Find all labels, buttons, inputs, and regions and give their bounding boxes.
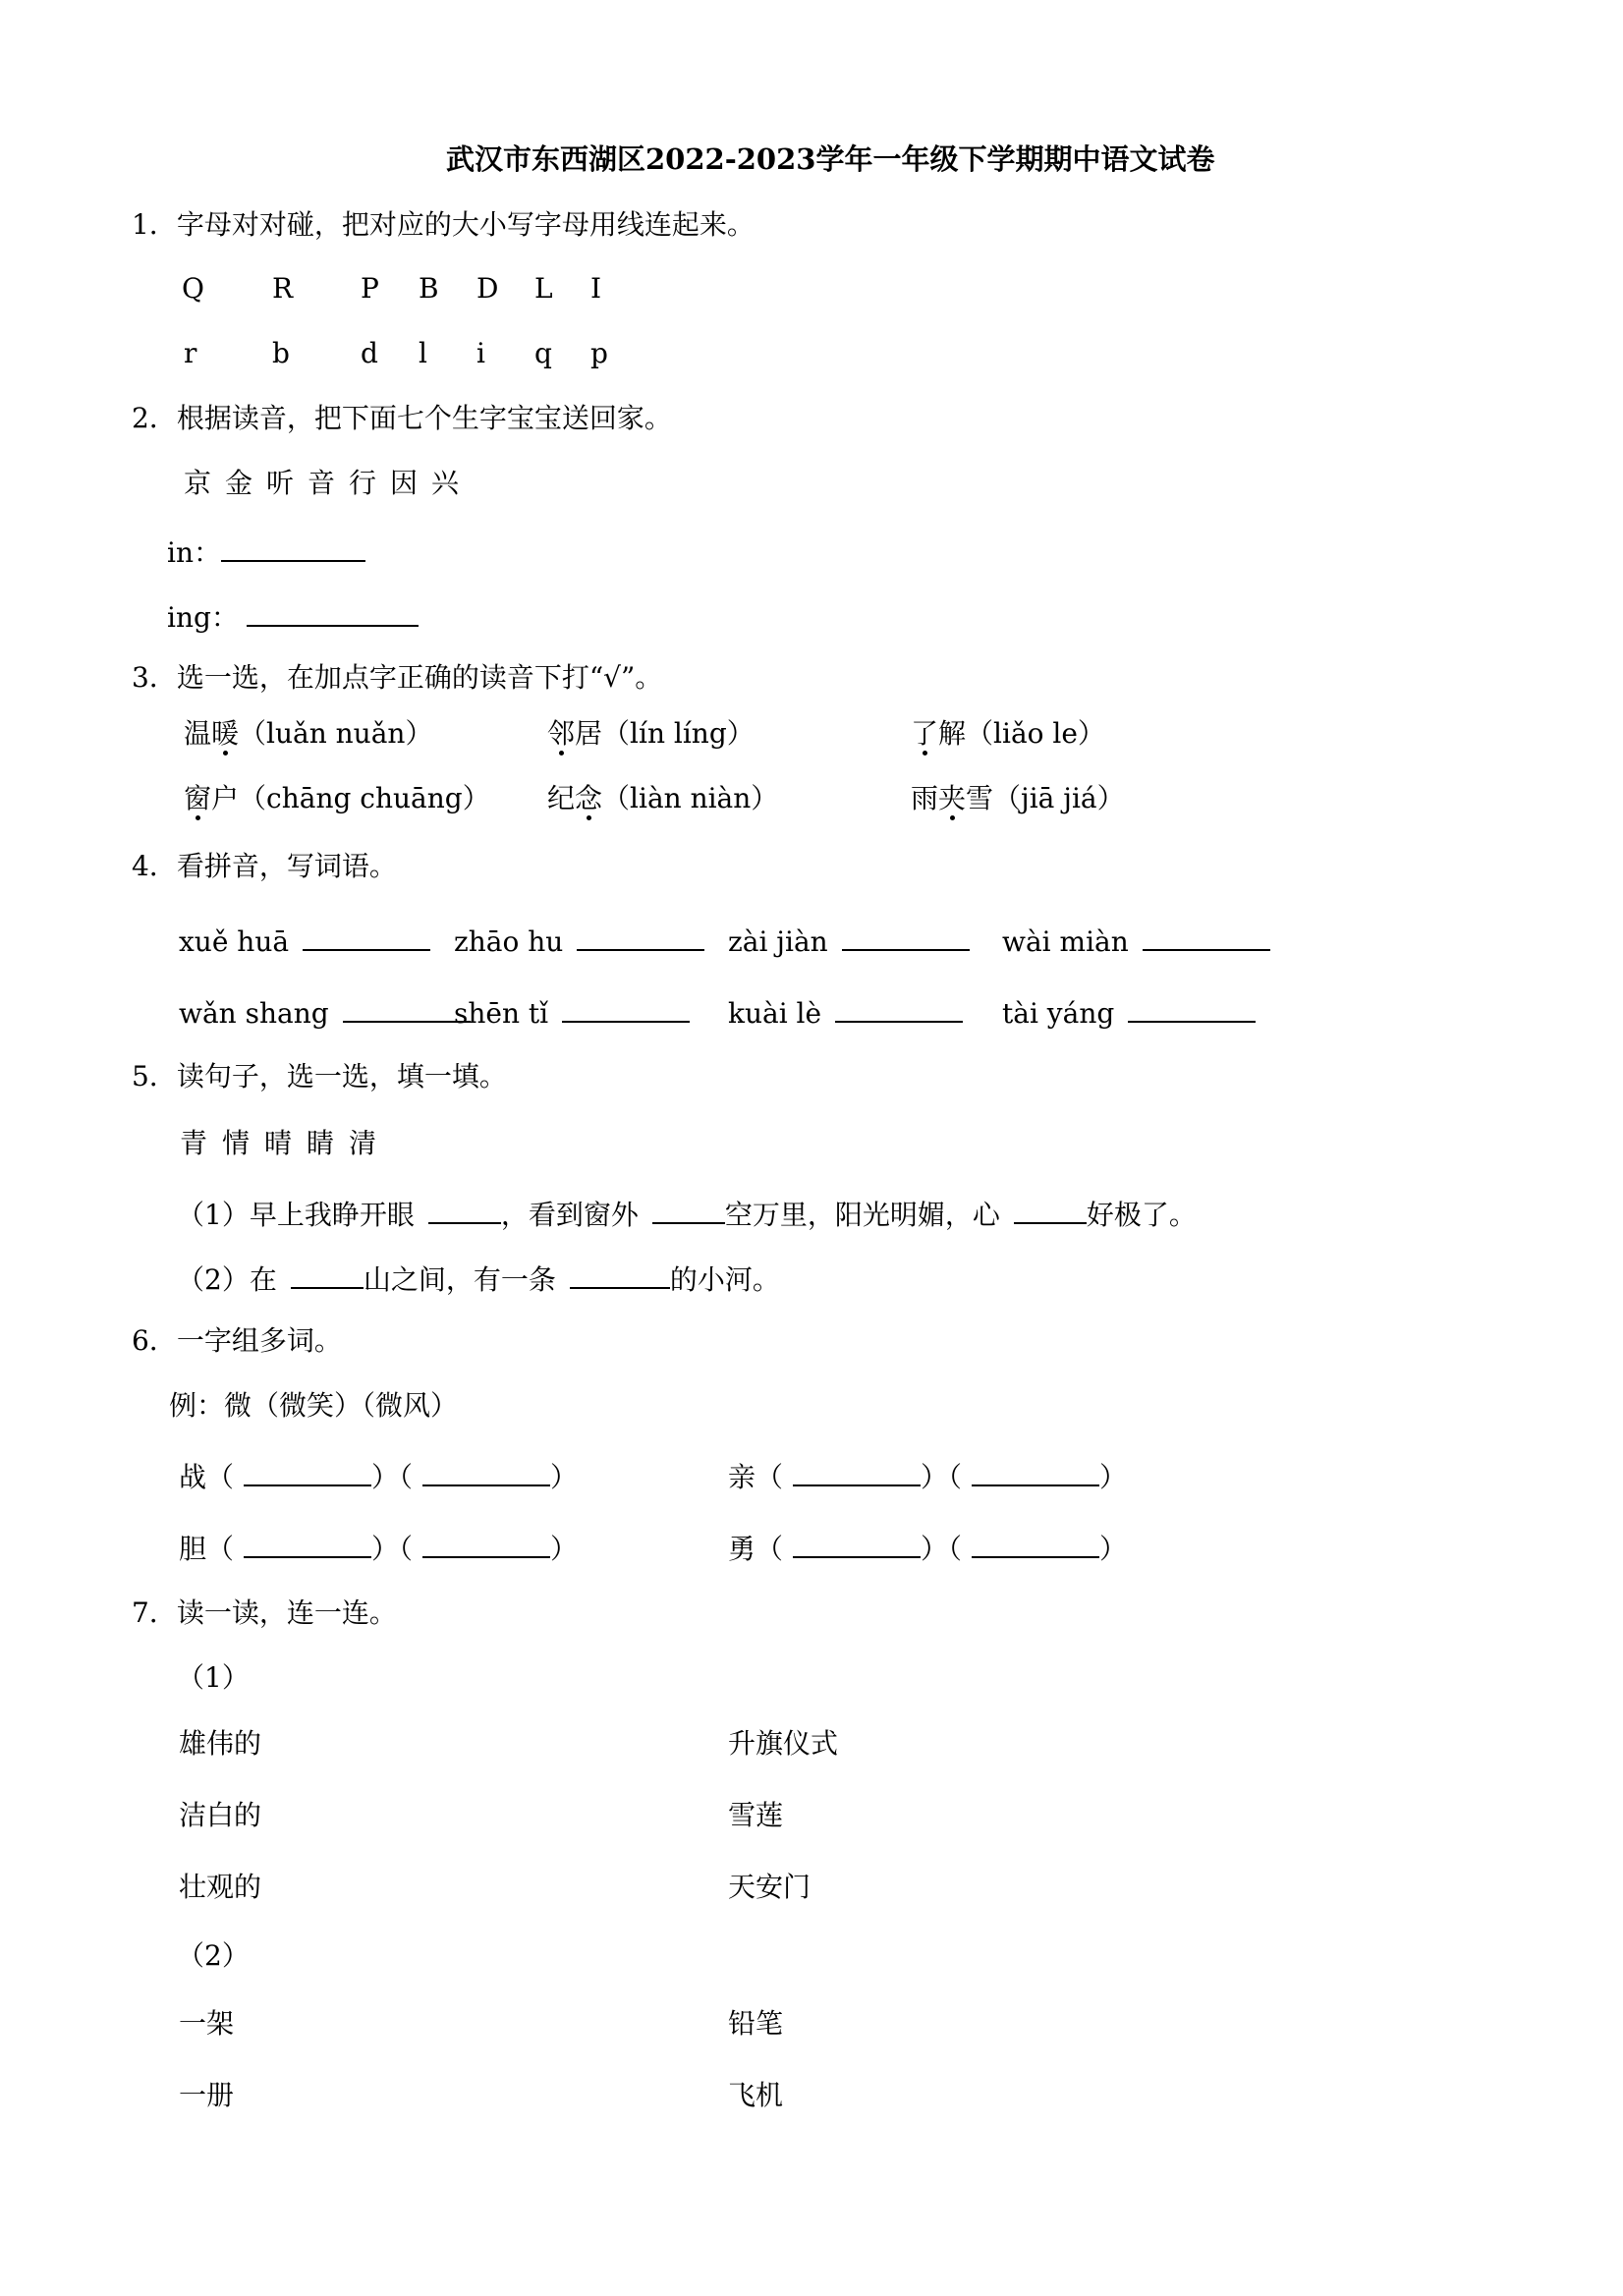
- answer-blank[interactable]: [1143, 924, 1270, 951]
- pinyin-choice-item: [184, 782, 490, 814]
- character: 金: [225, 467, 253, 499]
- match-right-item[interactable]: 天安门: [728, 1871, 812, 1903]
- paren: ）（: [921, 1461, 963, 1493]
- word-group-item: [179, 1531, 578, 1563]
- answer-blank[interactable]: [972, 1459, 1099, 1486]
- answer-blank[interactable]: [1128, 995, 1256, 1023]
- pinyin-word-item: [454, 924, 704, 956]
- pinyin-options: （luǎn nuǎn）: [239, 717, 433, 750]
- character: 清: [349, 1127, 377, 1159]
- answer-blank[interactable]: [793, 1459, 921, 1486]
- match-right-item[interactable]: 雪莲: [728, 1799, 784, 1831]
- character: 兴: [431, 467, 460, 499]
- paren: （: [206, 1461, 235, 1493]
- pinyin-options: （liàn niàn）: [602, 782, 779, 814]
- pinyin: zài jiàn: [728, 925, 828, 958]
- letter-upper: I: [590, 272, 602, 305]
- dotted-character: 暖: [211, 717, 240, 750]
- answer-blank[interactable]: [422, 1531, 550, 1558]
- in-answer-line: [167, 534, 365, 567]
- character: 音: [308, 467, 336, 499]
- paren: ）: [550, 1533, 579, 1565]
- sentence-text: （1）早上我睁开眼: [177, 1199, 415, 1231]
- word-group-item: [728, 1531, 1127, 1563]
- character: 情: [222, 1127, 251, 1159]
- ing-label: ing：: [167, 601, 239, 634]
- sentence-1: [177, 1197, 1197, 1229]
- pinyin: wǎn shang: [179, 997, 329, 1030]
- pinyin-options: （jiā jiá）: [993, 782, 1125, 814]
- pinyin-word-item: [1002, 995, 1256, 1028]
- letter-upper: D: [476, 272, 499, 305]
- match-left-item[interactable]: 一册: [179, 2079, 235, 2111]
- pinyin: shēn tǐ: [454, 997, 549, 1030]
- pinyin-word-item: [179, 995, 471, 1028]
- pinyin-options: （liǎo le）: [966, 717, 1105, 750]
- word-part: 居: [575, 717, 603, 750]
- answer-blank[interactable]: [422, 1459, 550, 1486]
- dotted-character: 邻: [547, 717, 576, 750]
- question-2-stem: 2．根据读音，把下面七个生字宝宝送回家。: [132, 402, 672, 434]
- pinyin-choice-item: [911, 717, 1105, 750]
- paren: ）: [550, 1461, 579, 1493]
- pinyin: tài yáng: [1002, 997, 1115, 1030]
- question-3-stem: 3．选一选，在加点字正确的读音下打“√”。: [132, 661, 663, 694]
- example: 例：微（微笑）（微风）: [169, 1389, 459, 1422]
- letter-lower: b: [272, 337, 290, 369]
- answer-blank[interactable]: [972, 1531, 1099, 1558]
- dotted-character: 夹: [938, 782, 967, 814]
- match-right-item[interactable]: 铅笔: [728, 2007, 784, 2040]
- pinyin-choice-item: [547, 782, 779, 814]
- word-part: 温: [184, 717, 212, 750]
- paren: （: [756, 1461, 784, 1493]
- letter-upper: L: [534, 272, 553, 305]
- answer-blank[interactable]: [842, 924, 970, 951]
- word-part: 雪: [966, 782, 994, 814]
- question-1-stem: 1．字母对对碰，把对应的大小写字母用线连起来。: [132, 208, 755, 241]
- letter-upper: R: [272, 272, 294, 305]
- ing-answer-line: [167, 599, 419, 632]
- pinyin: zhāo hu: [454, 925, 564, 958]
- answer-blank[interactable]: [562, 995, 690, 1023]
- word-group-item: [728, 1459, 1127, 1491]
- paren: ）: [1099, 1533, 1128, 1565]
- answer-blank[interactable]: [244, 1459, 371, 1486]
- pinyin-choice-item: [547, 717, 755, 750]
- answer-blank[interactable]: [793, 1531, 921, 1558]
- sentence-text: 空万里，阳光明媚，心: [724, 1199, 1000, 1231]
- paren: ）（: [921, 1533, 963, 1565]
- sentence-text: （2）在: [177, 1263, 277, 1296]
- character: 行: [349, 467, 377, 499]
- letter-lower: i: [476, 337, 485, 369]
- match-left-item[interactable]: 壮观的: [179, 1871, 262, 1903]
- answer-blank[interactable]: [244, 1531, 371, 1558]
- letter-upper: P: [361, 272, 379, 305]
- paren: ）: [1099, 1461, 1128, 1493]
- character: 勇: [728, 1533, 756, 1565]
- match-right-item[interactable]: 飞机: [728, 2079, 784, 2111]
- word-part: 雨: [911, 782, 939, 814]
- pinyin-choice-item: [911, 782, 1125, 814]
- answer-blank[interactable]: [247, 599, 419, 627]
- letter-lower: q: [534, 337, 552, 369]
- letter-lower: p: [590, 337, 608, 369]
- question-4-stem: 4．看拼音，写词语。: [132, 850, 397, 882]
- pinyin-word-item: [454, 995, 690, 1028]
- sentence-text: 山之间，有一条: [363, 1263, 556, 1296]
- sentence-text: 的小河。: [669, 1263, 780, 1296]
- answer-blank[interactable]: [343, 995, 471, 1023]
- character: 亲: [728, 1461, 756, 1493]
- character: 听: [266, 467, 295, 499]
- question-5-stem: 5．读句子，选一选，填一填。: [132, 1060, 507, 1092]
- letter-upper: Q: [182, 272, 204, 305]
- letter-lower: l: [419, 337, 427, 369]
- question-6-stem: 6．一字组多词。: [132, 1324, 342, 1357]
- pinyin-word-item: [1002, 924, 1270, 956]
- word-part: 纪: [547, 782, 576, 814]
- pinyin-options: （chāng chuāng）: [239, 782, 490, 814]
- answer-blank[interactable]: [428, 1197, 501, 1224]
- pinyin: kuài lè: [728, 997, 822, 1030]
- word-group-item: [179, 1459, 578, 1491]
- pinyin-choice-item: [184, 717, 433, 750]
- character: 战: [179, 1461, 207, 1493]
- pinyin: wài miàn: [1002, 925, 1129, 958]
- match-left-item[interactable]: 雄伟的: [179, 1727, 262, 1760]
- sentence-text: 好极了。: [1086, 1199, 1197, 1231]
- character: 晴: [264, 1127, 293, 1159]
- question-7-stem: 7．读一读，连一连。: [132, 1596, 397, 1629]
- match-left-item[interactable]: 一架: [179, 2007, 235, 2040]
- answer-blank[interactable]: [577, 924, 704, 951]
- pinyin: xuě huā: [179, 925, 290, 958]
- answer-blank[interactable]: [221, 534, 365, 562]
- paren: （: [756, 1533, 784, 1565]
- paren: （: [206, 1533, 235, 1565]
- pinyin-word-item: [179, 924, 430, 956]
- character: 青: [180, 1127, 208, 1159]
- sentence-2: [177, 1261, 780, 1294]
- answer-blank[interactable]: [303, 924, 430, 951]
- page-title: 武汉市东西湖区2022-2023学年一年级下学期期中语文试卷: [446, 142, 1215, 176]
- in-label: in：: [167, 536, 221, 569]
- answer-blank[interactable]: [652, 1197, 725, 1224]
- paren: ）（: [371, 1461, 414, 1493]
- word-part: 户: [211, 782, 240, 814]
- part-label: （1）: [177, 1661, 250, 1694]
- pinyin-word-item: [728, 924, 970, 956]
- answer-blank[interactable]: [570, 1261, 670, 1289]
- letter-upper: B: [419, 272, 439, 305]
- pinyin-options: （lín líng）: [602, 717, 755, 750]
- letter-lower: d: [361, 337, 378, 369]
- pinyin-word-item: [728, 995, 963, 1028]
- paren: ）（: [371, 1533, 414, 1565]
- match-right-item[interactable]: 升旗仪式: [728, 1727, 839, 1760]
- character: 胆: [179, 1533, 207, 1565]
- character: 因: [390, 467, 419, 499]
- answer-blank[interactable]: [835, 995, 963, 1023]
- match-left-item[interactable]: 洁白的: [179, 1799, 262, 1831]
- answer-blank[interactable]: [1014, 1197, 1087, 1224]
- character: 睛: [307, 1127, 335, 1159]
- answer-blank[interactable]: [291, 1261, 364, 1289]
- dotted-character: 了: [911, 717, 939, 750]
- dotted-character: 窗: [184, 782, 212, 814]
- part-label: （2）: [177, 1939, 250, 1972]
- dotted-character: 念: [575, 782, 603, 814]
- letter-lower: r: [184, 337, 197, 369]
- character: 京: [184, 467, 212, 499]
- word-part: 解: [938, 717, 967, 750]
- sentence-text: ，看到窗外: [500, 1199, 639, 1231]
